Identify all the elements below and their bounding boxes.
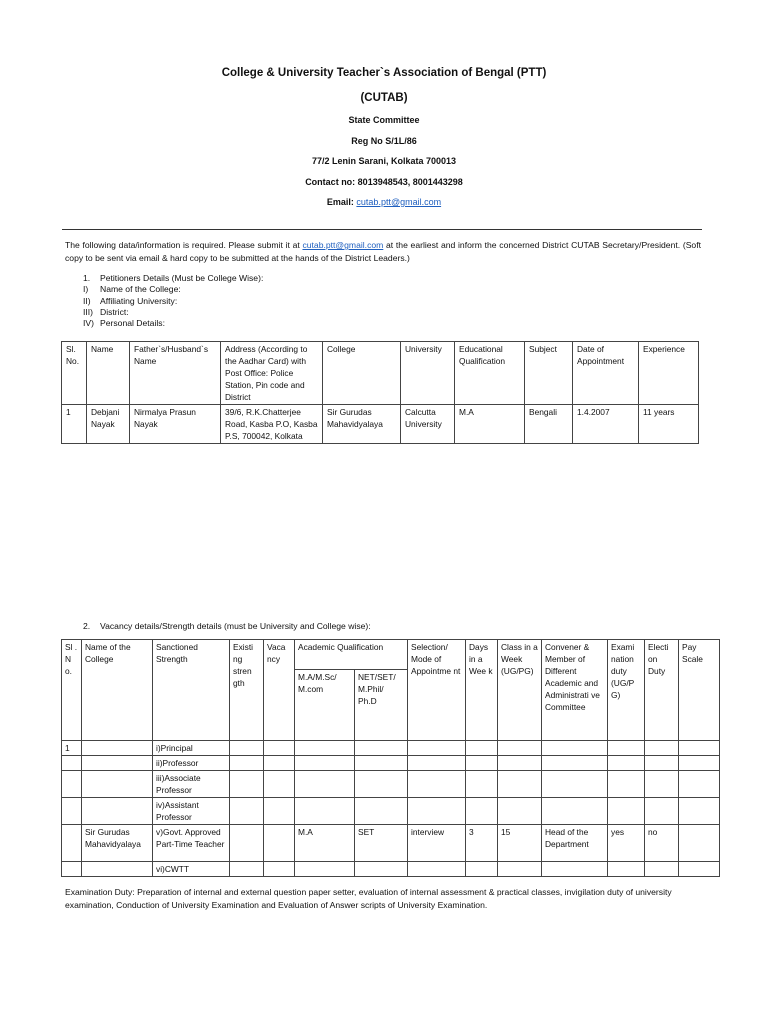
table-row: vi)CWTT (62, 862, 720, 877)
committee-label: State Committee (348, 115, 420, 125)
header-cell: College (323, 342, 401, 405)
email-label: Email: (326, 197, 357, 207)
header-cell: M.A/M.Sc/ M.com (295, 670, 355, 741)
header-cell: Class in a Week (UG/PG) (498, 640, 542, 741)
header-cell: Name of the College (82, 640, 153, 741)
cell: M.A (455, 405, 525, 444)
intro-text-after: at the earliest and inform the concerned District CUTAB Secretary/President. (Soft copy to be sent via email & hard copy to be submitted at the hands of the District Leaders.) (65, 240, 701, 263)
header-cell: Exami nation duty (UG/P G) (608, 640, 645, 741)
header-cell: Sl . N o. (62, 640, 82, 741)
petitioner-details-list (83, 273, 263, 329)
table-row: 1 i)Principal (62, 741, 720, 756)
header-cell: Experience (639, 342, 699, 405)
table-row: iv)Assistant Professor (62, 798, 720, 825)
email-link[interactable]: cutab.ptt@gmail.com (356, 197, 442, 207)
header-cell: Academic Qualification (295, 640, 408, 670)
header-cell: Educational Qualification (455, 342, 525, 405)
header-cell: Pay Scale (679, 640, 720, 741)
table-row (62, 405, 699, 444)
cell: 1 (62, 405, 87, 444)
examination-duty-note: Examination Duty: Preparation of internal and external question paper setter, evaluation of internal assessment & practical classes, invigilation duty of university examination, Conduction of University Examination and Evaluation of Answer scripts of University Examination. (65, 887, 672, 910)
cell: 11 years (639, 405, 699, 444)
list-item: IV) Personal Details: (83, 318, 165, 329)
intro-paragraph (65, 239, 701, 265)
header-cell: Sanctioned Strength (153, 640, 230, 741)
table-row: ii)Professor (62, 756, 720, 771)
header-cell: Days in a Wee k (466, 640, 498, 741)
header-cell: Convener & Member of Different Academic and Administrati ve Committee (542, 640, 608, 741)
vacancy-details-table (61, 639, 720, 877)
header-cell: Name (87, 342, 130, 405)
header-cell: NET/SET/ M.Phil/ Ph.D (355, 670, 408, 741)
cell: Bengali (525, 405, 573, 444)
list-item: II) Affiliating University: (83, 295, 178, 306)
header-cell: Address (According to the Aadhar Card) with Post Office: Police Station, Pin code and District (221, 342, 323, 405)
postal-address: 77/2 Lenin Sarani, Kolkata 700013 (311, 156, 457, 166)
table-header-row (62, 640, 720, 670)
cell: Nirmalya Prasun Nayak (130, 405, 221, 444)
header-divider (62, 229, 702, 230)
list-item: III) District: (83, 306, 129, 317)
header-cell: Selection/ Mode of Appointme nt (408, 640, 466, 741)
list-item: 1. Petitioners Details (Must be College Wise): (83, 273, 264, 283)
intro-text-before: The following data/information is required. Please submit it at (65, 240, 303, 250)
contact-numbers: Contact no: 8013948543, 8001443298 (305, 177, 463, 187)
vacancy-section-heading: 2. Vacancy details/Strength details (must be University and College wise): (83, 621, 371, 631)
personal-details-table (61, 341, 699, 444)
header-cell: Date of Appointment (573, 342, 639, 405)
cell: 39/6, R.K.Chatterjee Road, Kasba P.O, Kasba P.S, 700042, Kolkata (221, 405, 323, 444)
cell: Sir Gurudas Mahavidyalaya (323, 405, 401, 444)
list-item: I) Name of the College: (83, 284, 181, 295)
header-cell: Vaca ncy (264, 640, 295, 741)
header-cell: Father`s/Husband`s Name (130, 342, 221, 405)
table-row: iii)Associate Professor (62, 771, 720, 798)
table-row: Sir Gurudas Mahavidyalaya v)Govt. Approved Part-Time Teacher M.A SET interview 3 15 Head of the Department yes no (62, 825, 720, 862)
table-header-row (62, 342, 699, 405)
intro-email-link[interactable]: cutab.ptt@gmail.com (302, 240, 384, 250)
cell: 1.4.2007 (573, 405, 639, 444)
cell: Calcutta University (401, 405, 455, 444)
email-line (0, 197, 768, 207)
cell: Debjani Nayak (87, 405, 130, 444)
header-cell: University (401, 342, 455, 405)
registration-number: Reg No S/1L/86 (351, 136, 417, 146)
association-acronym: (CUTAB) (360, 92, 408, 104)
header-cell: Electi on Duty (645, 640, 679, 741)
header-cell: Existi ng stren gth (230, 640, 264, 741)
association-title: College & University Teacher`s Association of Bengal (PTT) (221, 67, 547, 79)
header-cell: Sl. No. (62, 342, 87, 405)
header-cell: Subject (525, 342, 573, 405)
